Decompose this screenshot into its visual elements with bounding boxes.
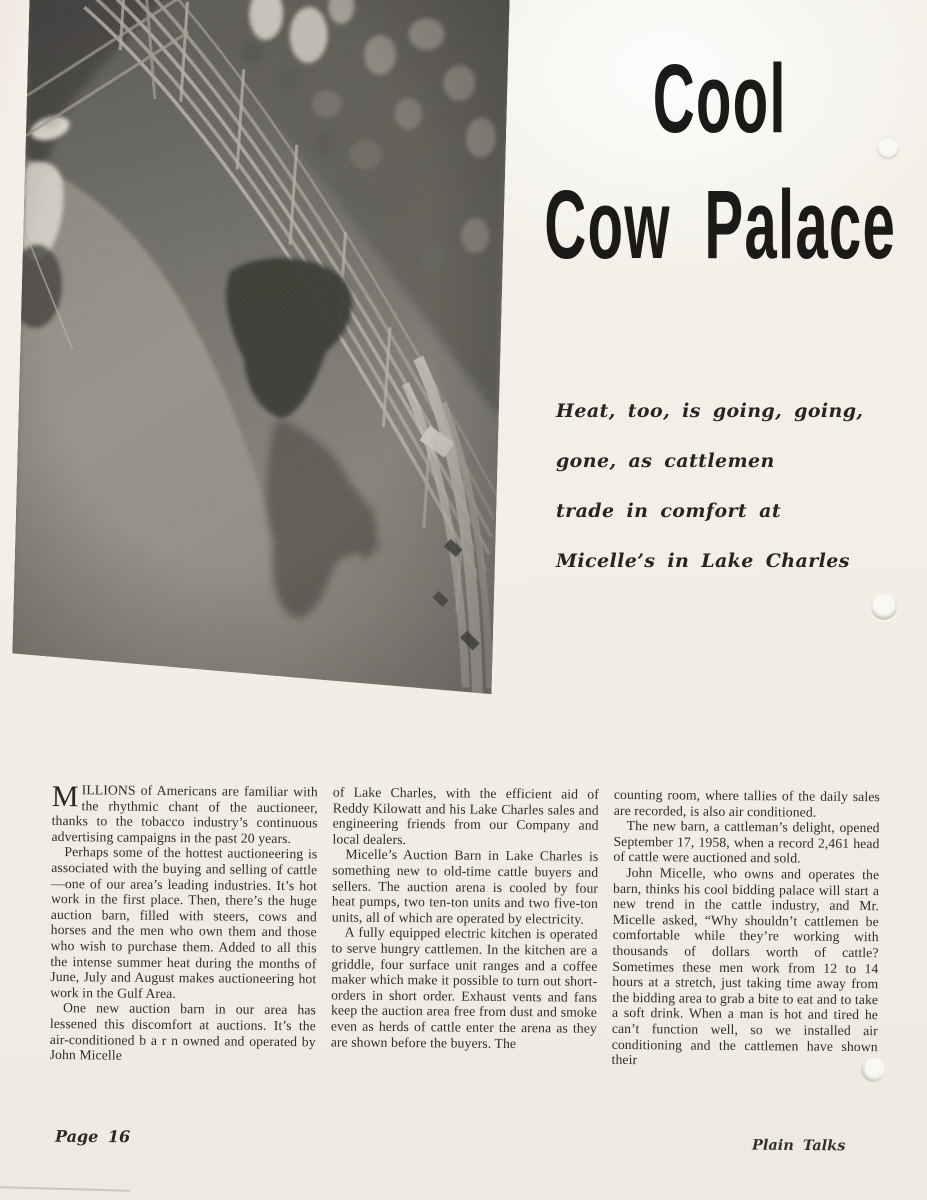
page-number: Page 16 <box>54 1126 131 1147</box>
paragraph: counting room, where tallies of the daily sales are recorded, is also air conditioned. <box>613 786 880 820</box>
paragraph: of Lake Charles, with the efficient aid of Reddy Kilowatt and his Lake Charles sales and engineering friends from our Company and local dealers. <box>332 784 599 847</box>
paragraph: MILLIONS of Americans are familiar with the rhythmic chant of the auctioneer, thanks to the tobacco industry’s continuous advertising campaigns in the past 20 years. <box>51 780 318 846</box>
article-column-3 <box>612 787 880 1070</box>
paragraph: One new auction barn in our area has lessened this discomfort at auctions. It’s the air-conditioned b a r n owned and operated by John Micelle <box>49 1000 317 1063</box>
article-column-1 <box>50 782 318 1065</box>
auction-ring-photo-art <box>12 0 510 694</box>
subtitle-line: Micelle’s in Lake Charles <box>556 550 850 572</box>
paragraph: Micelle’s Auction Barn in Lake Charles is something new to old-time cattle buyers and sellers. The auction arena is cooled by four heat pumps, two ten-ton units and two five-ton units, all of which are operated by electricity. <box>331 846 599 927</box>
article-column-2 <box>331 784 599 1067</box>
subtitle-line: gone, as cattlemen <box>556 450 775 472</box>
punch-hole-top <box>877 137 899 159</box>
drop-cap: M <box>51 780 79 814</box>
photo-grain <box>12 0 510 694</box>
paragraph: Perhaps some of the hottest auctioneering is associated with the buying and selling of cattle—one of our area’s leading industries. It’s hot work in the first place. Then, there’s the huge auction barn, filled with steers, cows and horses and the men who own them and those who wish to purchase them. Added to all this the intense summer heat during the months of June, July and August makes auctioneering hot work in the Gulf Area. <box>50 844 318 1001</box>
publication-name: Plain Talks <box>751 1136 846 1155</box>
deck-subtitle <box>556 400 886 600</box>
page-edge-shadow <box>0 1186 130 1192</box>
headline-line-1: Cool <box>652 44 788 153</box>
punch-hole-middle <box>871 594 897 620</box>
subtitle-line: trade in comfort at <box>556 500 782 522</box>
headline-line-2: Cow Palace <box>544 170 896 279</box>
paragraph: A fully equipped electric kitchen is operated to serve hungry cattlemen. In the kitchen are a griddle, four surface unit ranges and a coffee maker which make it possible to turn out short-orders in short order. Exhaust vents and fans keep the auction area free from dust and smoke even as herds of cattle enter the arena as they are shown before the buyers. The <box>330 924 598 1051</box>
subtitle-line: Heat, too, is going, going, <box>556 400 864 422</box>
punch-hole-bottom <box>861 1058 885 1082</box>
article-body <box>50 782 880 1070</box>
paragraph: The new barn, a cattleman’s delight, opened September 17, 1958, when a record 2,461 head of cattle were auctioned and sold. <box>613 818 880 866</box>
auction-ring-photo <box>12 0 510 694</box>
paragraph: John Micelle, who owns and operates the barn, thinks his cool bidding palace will start a new trend in the cattle industry, and Mr. Micelle asked, “Why shouldn’t cattlemen be comfortable while they’re working with thousands of dollars worth of cattle? Sometimes these men work from 12 to 14 hours at a stretch, just taking time away from the bidding area to grab a bite to eat and to take a soft drink. When a man is hot and tired he can’t function well, so we installed air conditioning and the cattlemen have shown their <box>611 864 880 1068</box>
